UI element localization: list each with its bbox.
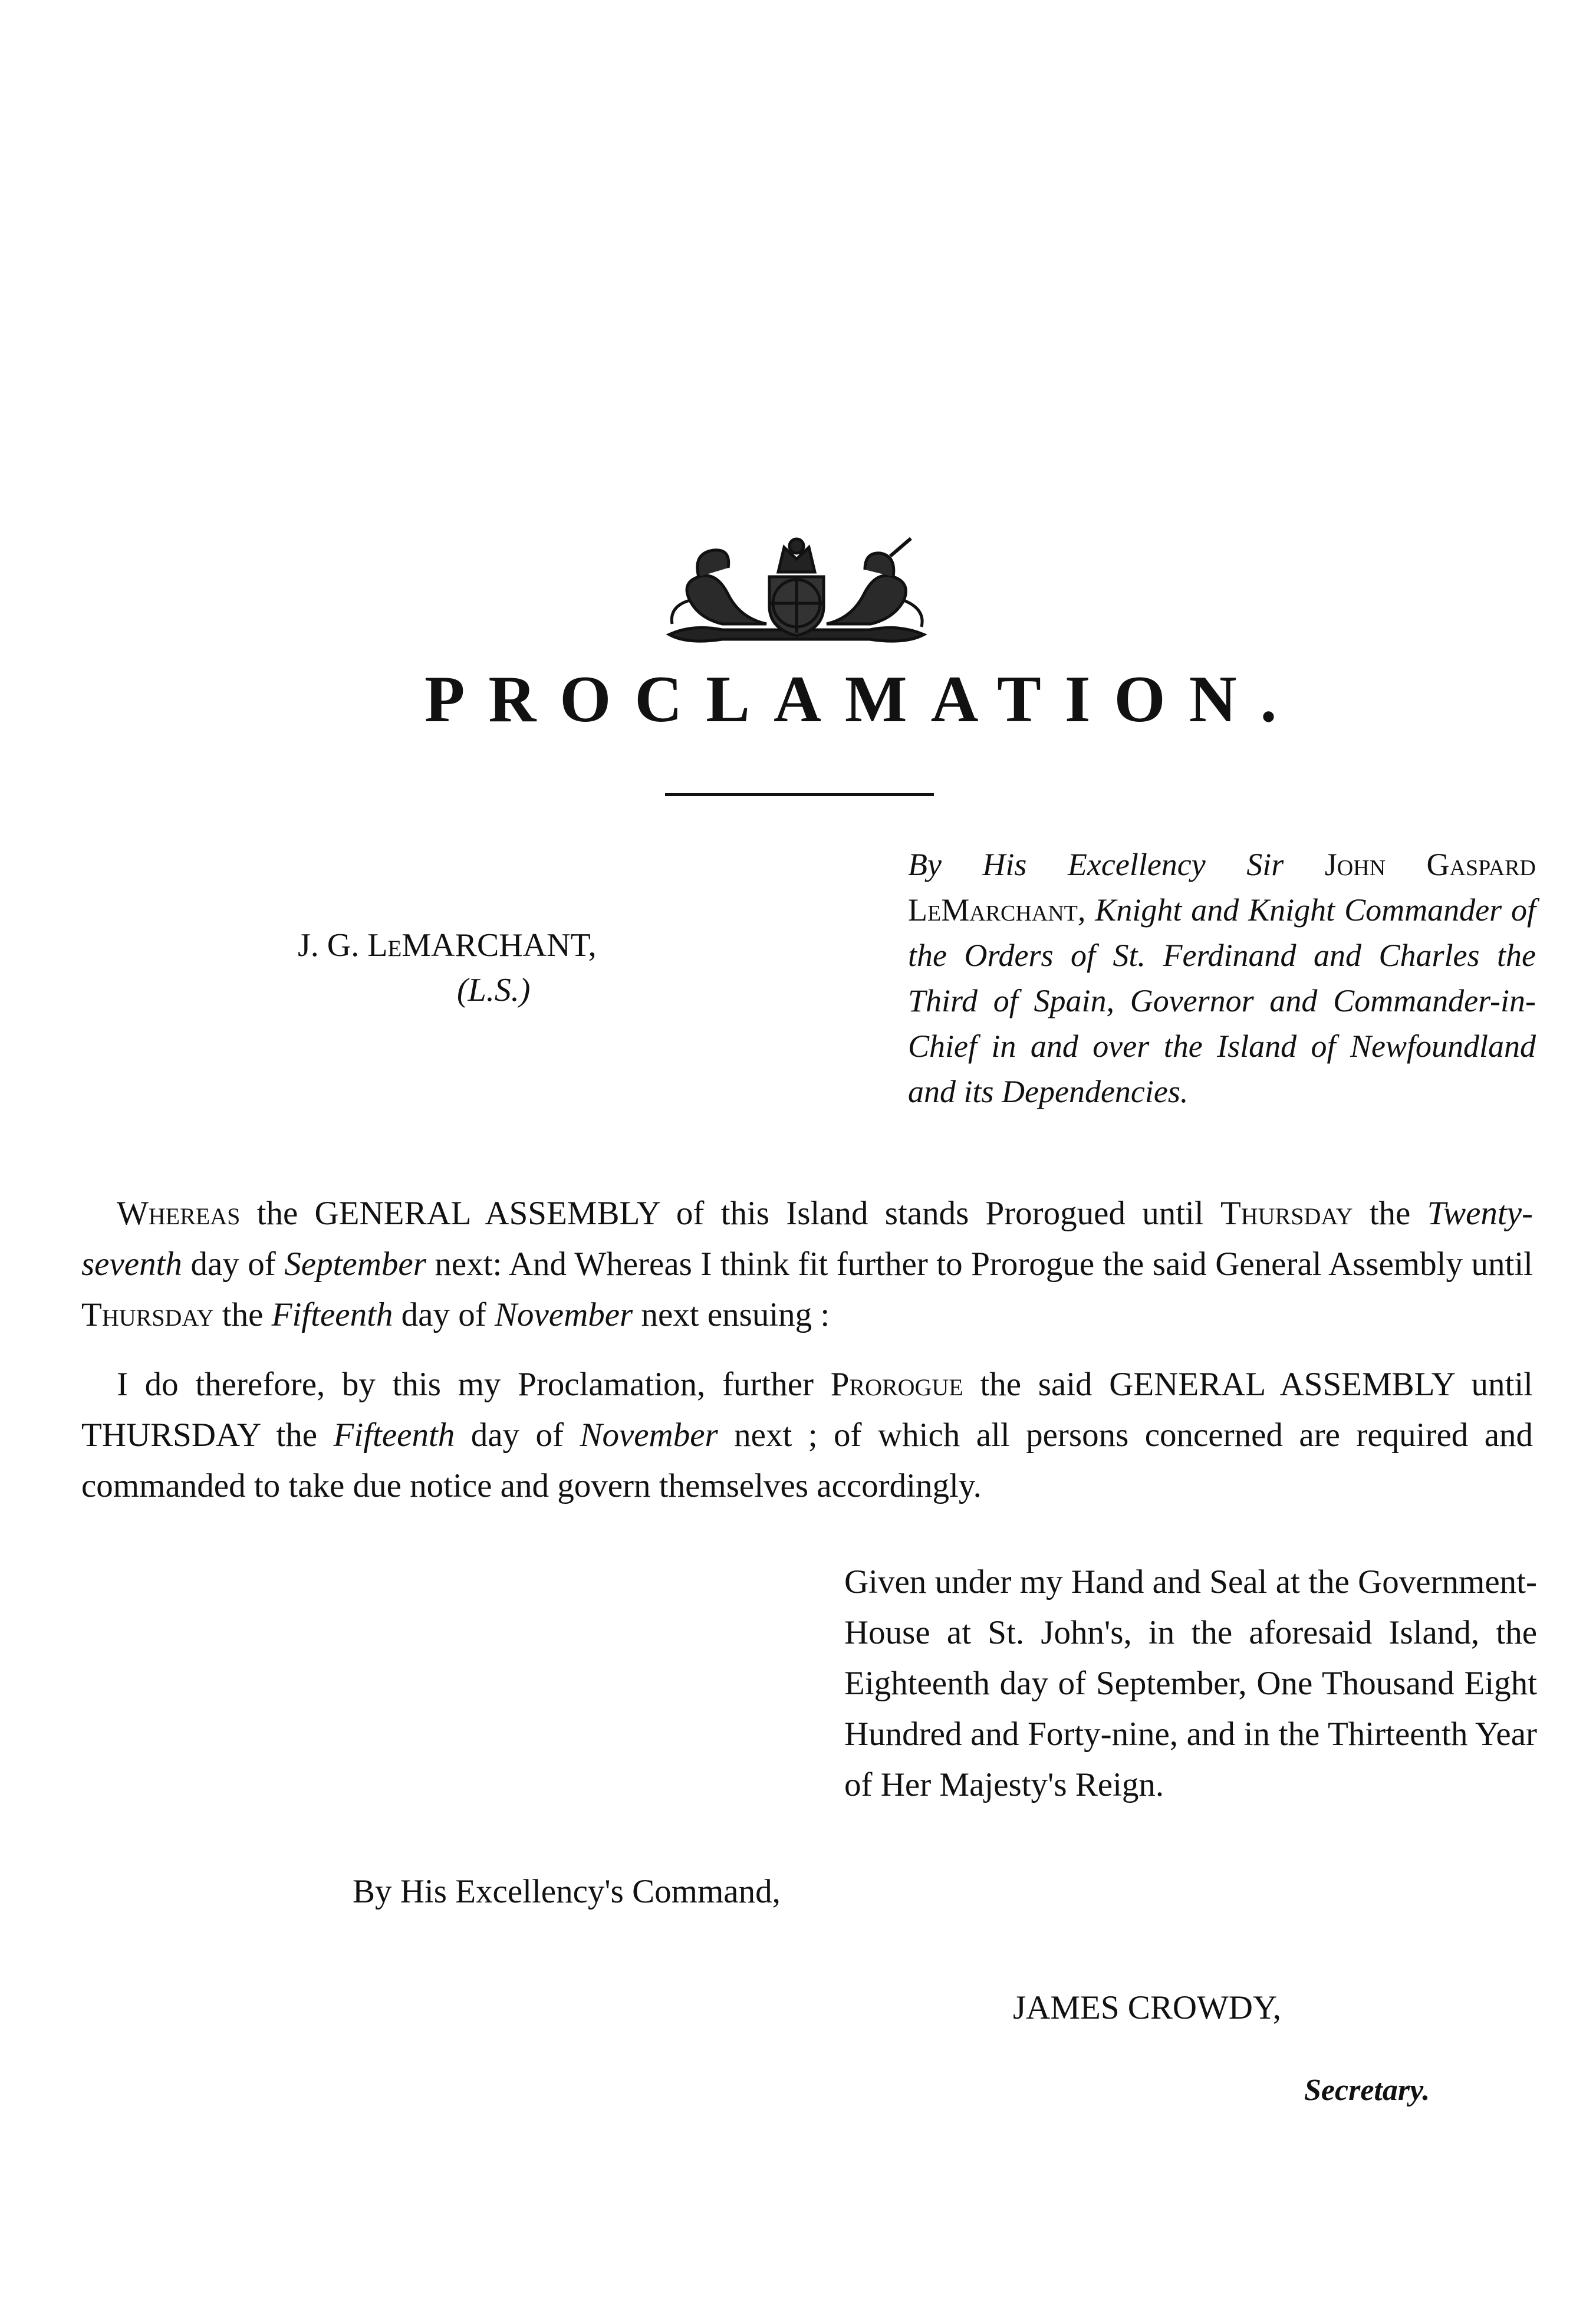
para-text: September bbox=[284, 1245, 426, 1283]
byline-part: , Knight and Knight Commander of the Orders of St. Ferdinand and Charles the Third of Spain, Governor and Commander-in-Chief in and over the Island of Newfoundland and its Dependencies. bbox=[908, 892, 1536, 1109]
governor-name: John Gaspard LeMarchant bbox=[908, 847, 1536, 928]
para-text: Fifteenth bbox=[333, 1417, 455, 1454]
para-text: Prorogue bbox=[830, 1366, 963, 1403]
para-text: the said GENERAL ASSEMBLY until THURSDAY the bbox=[81, 1366, 1533, 1454]
para-text: day of bbox=[393, 1296, 495, 1333]
secretary-title: Secretary. bbox=[1304, 2073, 1430, 2107]
byline-part: By His Excellency Sir bbox=[908, 847, 1325, 882]
para-text: Thursday bbox=[1220, 1195, 1353, 1232]
para-text: day of bbox=[455, 1417, 580, 1454]
royal-coat-of-arms bbox=[657, 535, 936, 648]
para-text: day of bbox=[182, 1245, 285, 1283]
para-text: Thursday bbox=[81, 1296, 214, 1333]
secretary-name: JAMES CROWDY, bbox=[1013, 1989, 1282, 2026]
whereas-paragraph bbox=[81, 1188, 1533, 1340]
proclamation-title: PROCLAMATION. bbox=[424, 663, 1301, 736]
prorogue-paragraph bbox=[81, 1359, 1533, 1511]
seal-mark: (L.S.) bbox=[457, 972, 531, 1008]
given-under-hand-paragraph: Given under my Hand and Seal at the Government-House at St. John's, in the aforesaid Island, the Eighteenth day of September, One Thousand Eight Hundred and Forty-nine, and in the Thirteenth Year of Her Majesty's Reign. bbox=[844, 1563, 1537, 1803]
para-text: the bbox=[1353, 1195, 1427, 1232]
para-text: I do therefore, by this my Proclamation, further bbox=[117, 1366, 831, 1403]
title-divider bbox=[665, 793, 934, 796]
para-text: next ensuing : bbox=[633, 1296, 830, 1333]
signer-block bbox=[298, 923, 675, 1013]
para-text: November bbox=[580, 1417, 718, 1454]
para-text: November bbox=[494, 1296, 633, 1333]
para-text: the GENERAL ASSEMBLY of this Island stands Prorogued until bbox=[240, 1195, 1220, 1232]
para-text: Fifteenth bbox=[271, 1296, 393, 1333]
para-text: the bbox=[213, 1296, 272, 1333]
signer-name: J. G. LeMARCHANT, bbox=[298, 927, 597, 964]
para-text: Twenty-seventh bbox=[81, 1195, 1533, 1283]
command-line: By His Excellency's Command, bbox=[353, 1873, 781, 1910]
para-text: next: And Whereas I think fit further to Prorogue the said General Assembly until bbox=[426, 1245, 1533, 1283]
para-text: Whereas bbox=[117, 1195, 241, 1232]
para-text: next ; of which all persons concerned are required and commanded to take due notice and govern themselves accordingly. bbox=[81, 1417, 1533, 1504]
governor-byline bbox=[908, 842, 1536, 1115]
